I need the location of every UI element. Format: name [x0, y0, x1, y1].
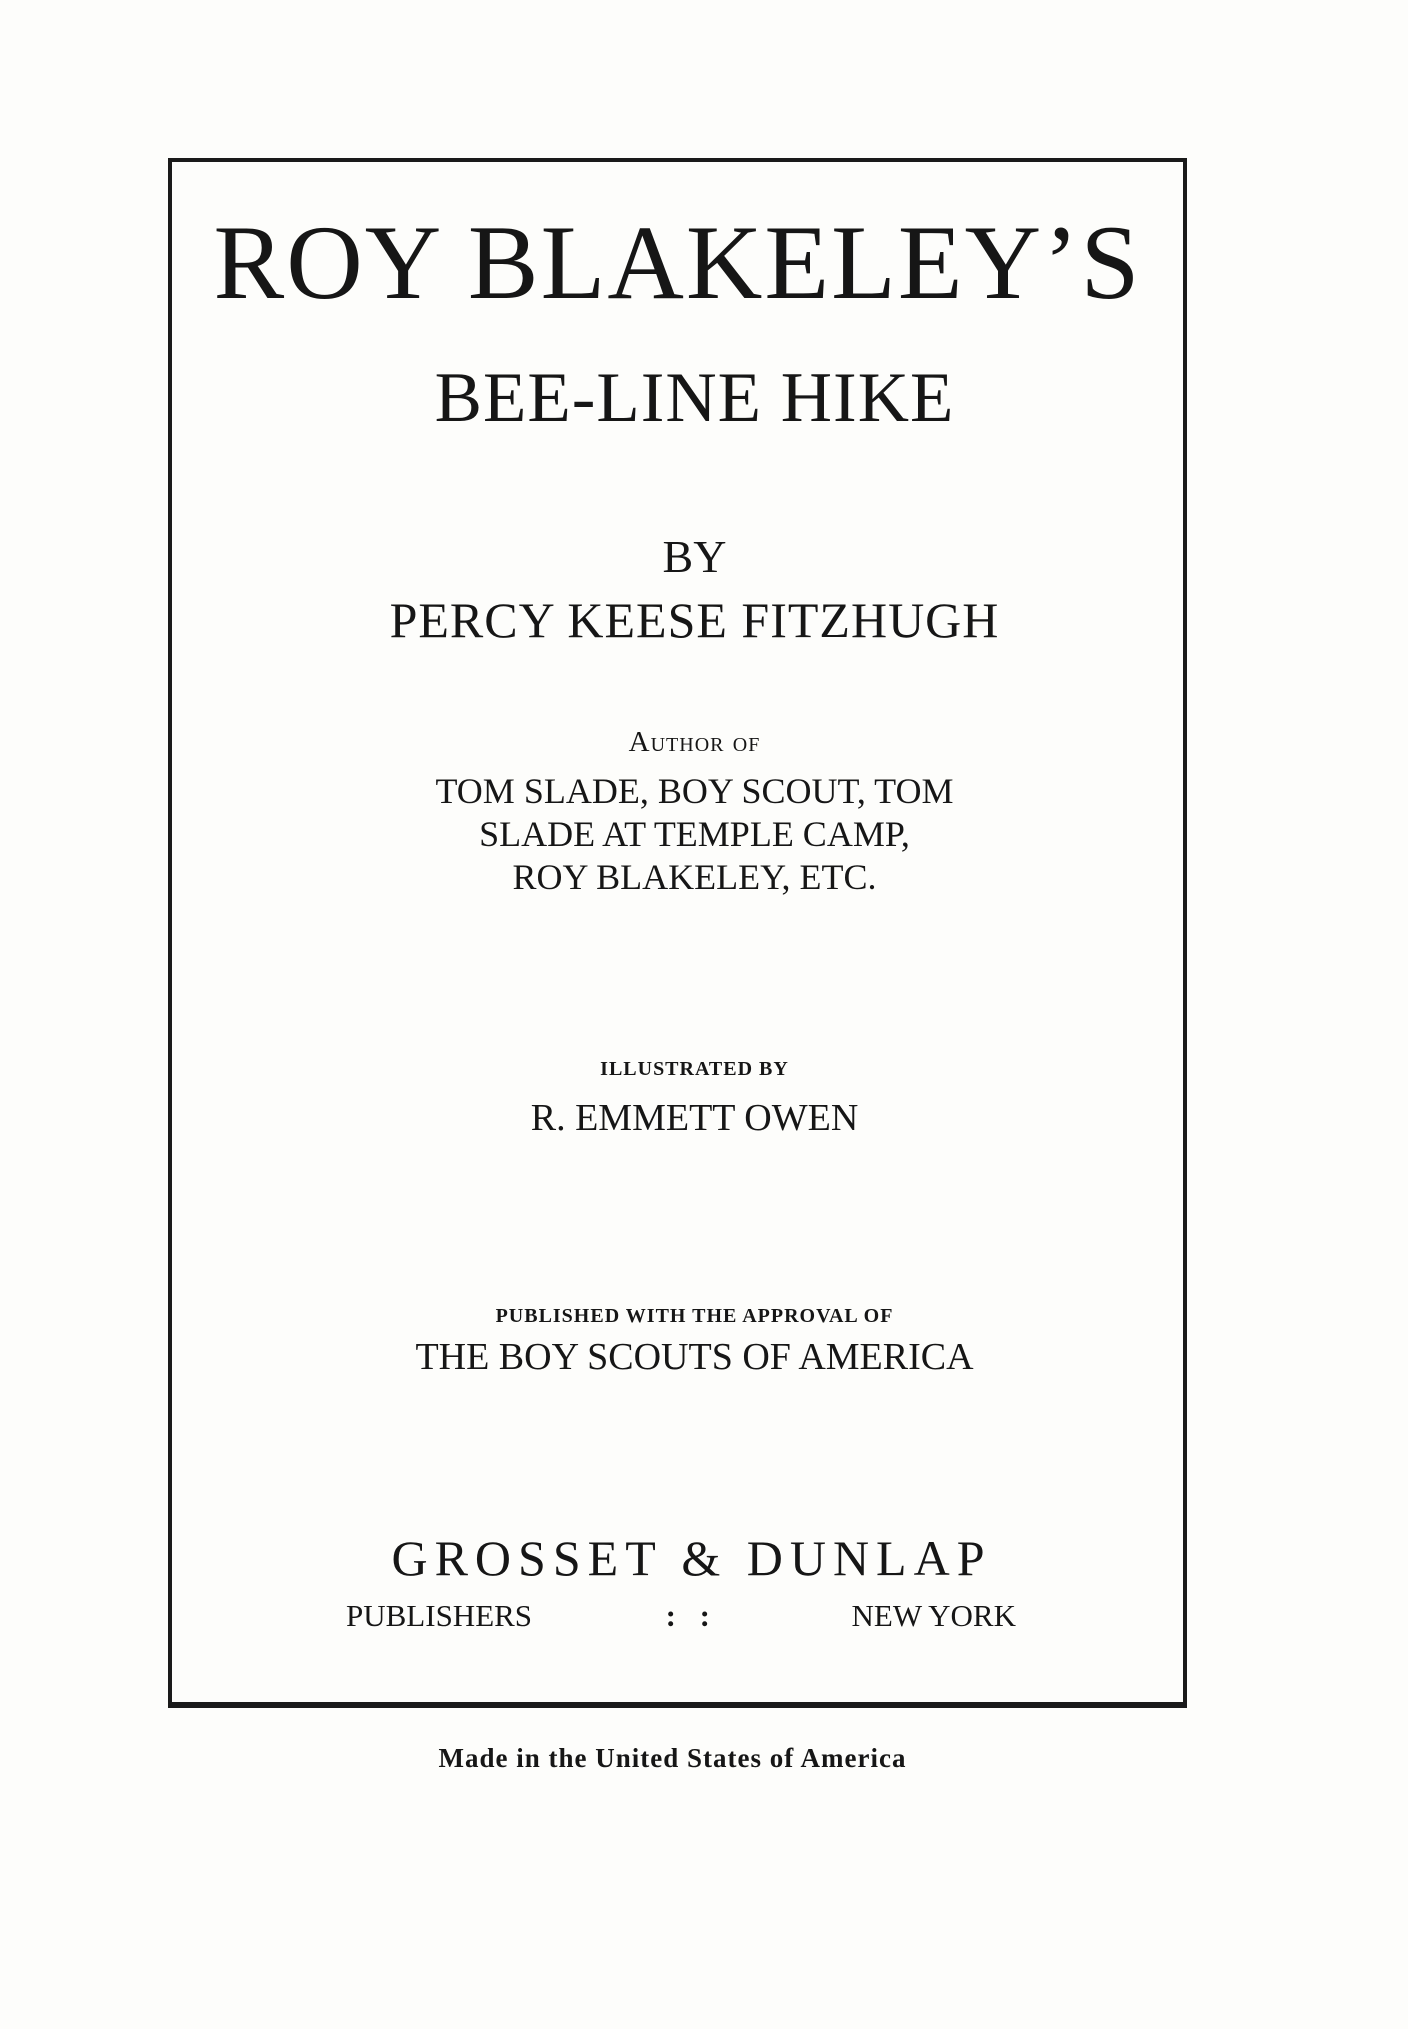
by-label: BY — [662, 531, 727, 582]
other-works-line: ROY BLAKELEY, ETC. — [512, 857, 877, 897]
approving-organization: THE BOY SCOUTS OF AMERICA — [415, 1336, 974, 1378]
other-works-line: TOM SLADE, BOY SCOUT, TOM — [435, 771, 954, 811]
publisher-city: NEW YORK — [851, 1598, 1016, 1633]
illustrator-name: R. EMMETT OWEN — [530, 1097, 859, 1139]
other-works-line: SLADE AT TEMPLE CAMP, — [479, 814, 910, 854]
publisher-role: PUBLISHERS — [346, 1598, 533, 1633]
made-in-notice: Made in the United States of America — [438, 1743, 907, 1773]
publisher-separator: : : — [665, 1598, 718, 1633]
approval-label: PUBLISHED WITH THE APPROVAL OF — [495, 1305, 894, 1327]
other-works — [185, 770, 1204, 899]
author-name: PERCY KEESE FITZHUGH — [389, 592, 1000, 648]
publisher-name: GROSSET & DUNLAP — [391, 1530, 992, 1586]
book-title-line-1: ROY BLAKELEY’S — [213, 204, 1142, 321]
book-title-line-2: BEE-LINE HIKE — [434, 359, 955, 437]
publisher-details — [346, 1598, 1016, 1634]
author-of-label: Author of — [628, 726, 761, 758]
illustrated-by-label: ILLUSTRATED BY — [600, 1058, 789, 1080]
